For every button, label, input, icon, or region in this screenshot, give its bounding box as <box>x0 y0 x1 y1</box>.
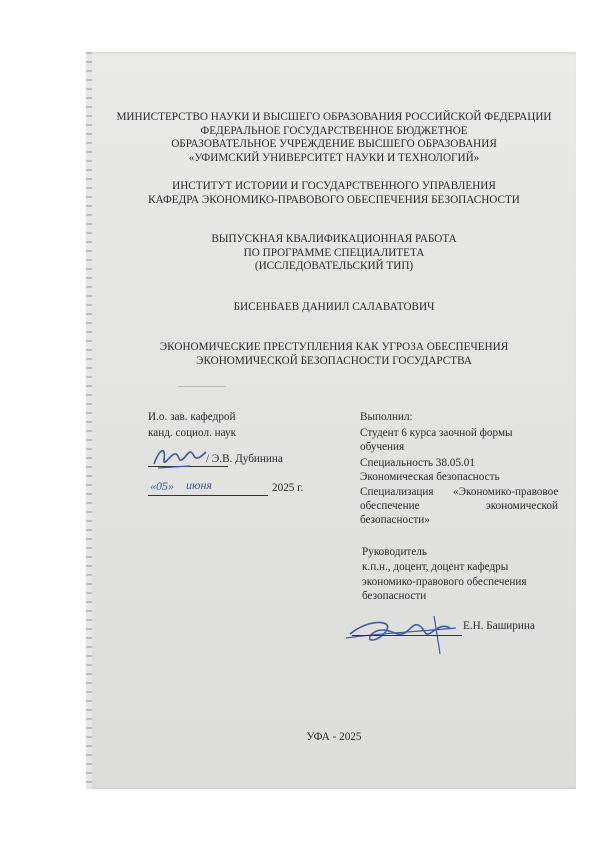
supervisor-signature-line <box>352 634 462 636</box>
performer-specialty-code: Специальность 38.05.01 <box>360 457 475 469</box>
supervisor-heading: Руководитель <box>362 546 427 558</box>
ministry-line-2: ФЕДЕРАЛЬНОЕ ГОСУДАРСТВЕННОЕ БЮДЖЕТНОЕ <box>200 124 468 137</box>
supervisor-name: Е.Н. Баширина <box>463 620 535 632</box>
approval-date-year: 2025 г. <box>272 482 304 494</box>
title-block <box>92 341 576 368</box>
ministry-line-1: МИНИСТЕРСТВО НАУКИ И ВЫСШЕГО ОБРАЗОВАНИЯ РОССИЙСКОЙ ФЕДЕРАЦИИ <box>116 111 552 123</box>
supervisor-department-1: экономико-правового обеспечения <box>362 576 527 588</box>
ministry-line-3: ОБРАЗОВАТЕЛЬНОЕ УЧРЕЖДЕНИЕ ВЫСШЕГО ОБРАЗОВАНИЯ <box>171 138 497 150</box>
performer-study-form: обучения <box>360 441 405 453</box>
supervisor-title: к.п.н., доцент, доцент кафедры <box>362 561 509 573</box>
header-block <box>92 111 576 165</box>
city-year: УФА - 2025 <box>306 731 362 743</box>
performer-course: Студент 6 курса заочной формы <box>360 427 513 439</box>
work-type-line-1: ВЫПУСКНАЯ КВАЛИФИКАЦИОННАЯ РАБОТА <box>211 233 457 245</box>
performer-specialization-value-2a: обеспечение <box>360 500 420 512</box>
university-name: «УФИМСКИЙ УНИВЕРСИТЕТ НАУКИ И ТЕХНОЛОГИЙ» <box>188 151 480 164</box>
performer-specialization-value-1: «Экономико-правовое <box>453 486 559 498</box>
work-type-line-2: ПО ПРОГРАММЕ СПЕЦИАЛИТЕТА <box>243 246 425 259</box>
approval-signature-icon <box>150 442 210 472</box>
performer-specialization-value-2b: экономической <box>486 500 558 512</box>
author-block <box>92 301 576 315</box>
approval-role: И.о. зав. кафедрой <box>148 411 236 423</box>
thesis-title-line-2: ЭКОНОМИЧЕСКОЙ БЕЗОПАСНОСТИ ГОСУДАРСТВА <box>196 354 472 367</box>
faint-mark <box>178 386 226 387</box>
supervisor-department-2: безопасности <box>362 590 427 602</box>
approval-degree: канд. социол. наук <box>148 427 237 439</box>
thesis-title-line-1: ЭКОНОМИЧЕСКИЕ ПРЕСТУПЛЕНИЯ КАК УГРОЗА ОБЕСПЕЧЕНИЯ <box>159 341 509 353</box>
work-type-block <box>92 233 576 274</box>
performer-heading: Выполнил: <box>360 411 413 423</box>
approval-date-day: «05» <box>150 479 174 493</box>
footer-block <box>92 731 576 745</box>
performer-specialization-label: Специализация <box>360 486 434 498</box>
approval-date-month: июня <box>186 478 212 492</box>
institute-block <box>92 180 576 207</box>
approval-signer: / Э.В. Дубинина <box>206 453 283 465</box>
work-type-line-3: (ИССЛЕДОВАТЕЛЬСКИЙ ТИП) <box>254 260 414 272</box>
department-name: КАФЕДРА ЭКОНОМИКО-ПРАВОВОГО ОБЕСПЕЧЕНИЯ БЕЗОПАСНОСТИ <box>148 193 520 206</box>
performer-specialization-value-3: безопасности» <box>360 514 430 526</box>
performer-specialty-name: Экономическая безопасность <box>360 471 500 483</box>
institute-name: ИНСТИТУТ ИСТОРИИ И ГОСУДАРСТВЕННОГО УПРАВЛЕНИЯ <box>172 180 496 192</box>
author-name: БИСЕНБАЕВ ДАНИИЛ САЛАВАТОВИЧ <box>233 301 435 313</box>
